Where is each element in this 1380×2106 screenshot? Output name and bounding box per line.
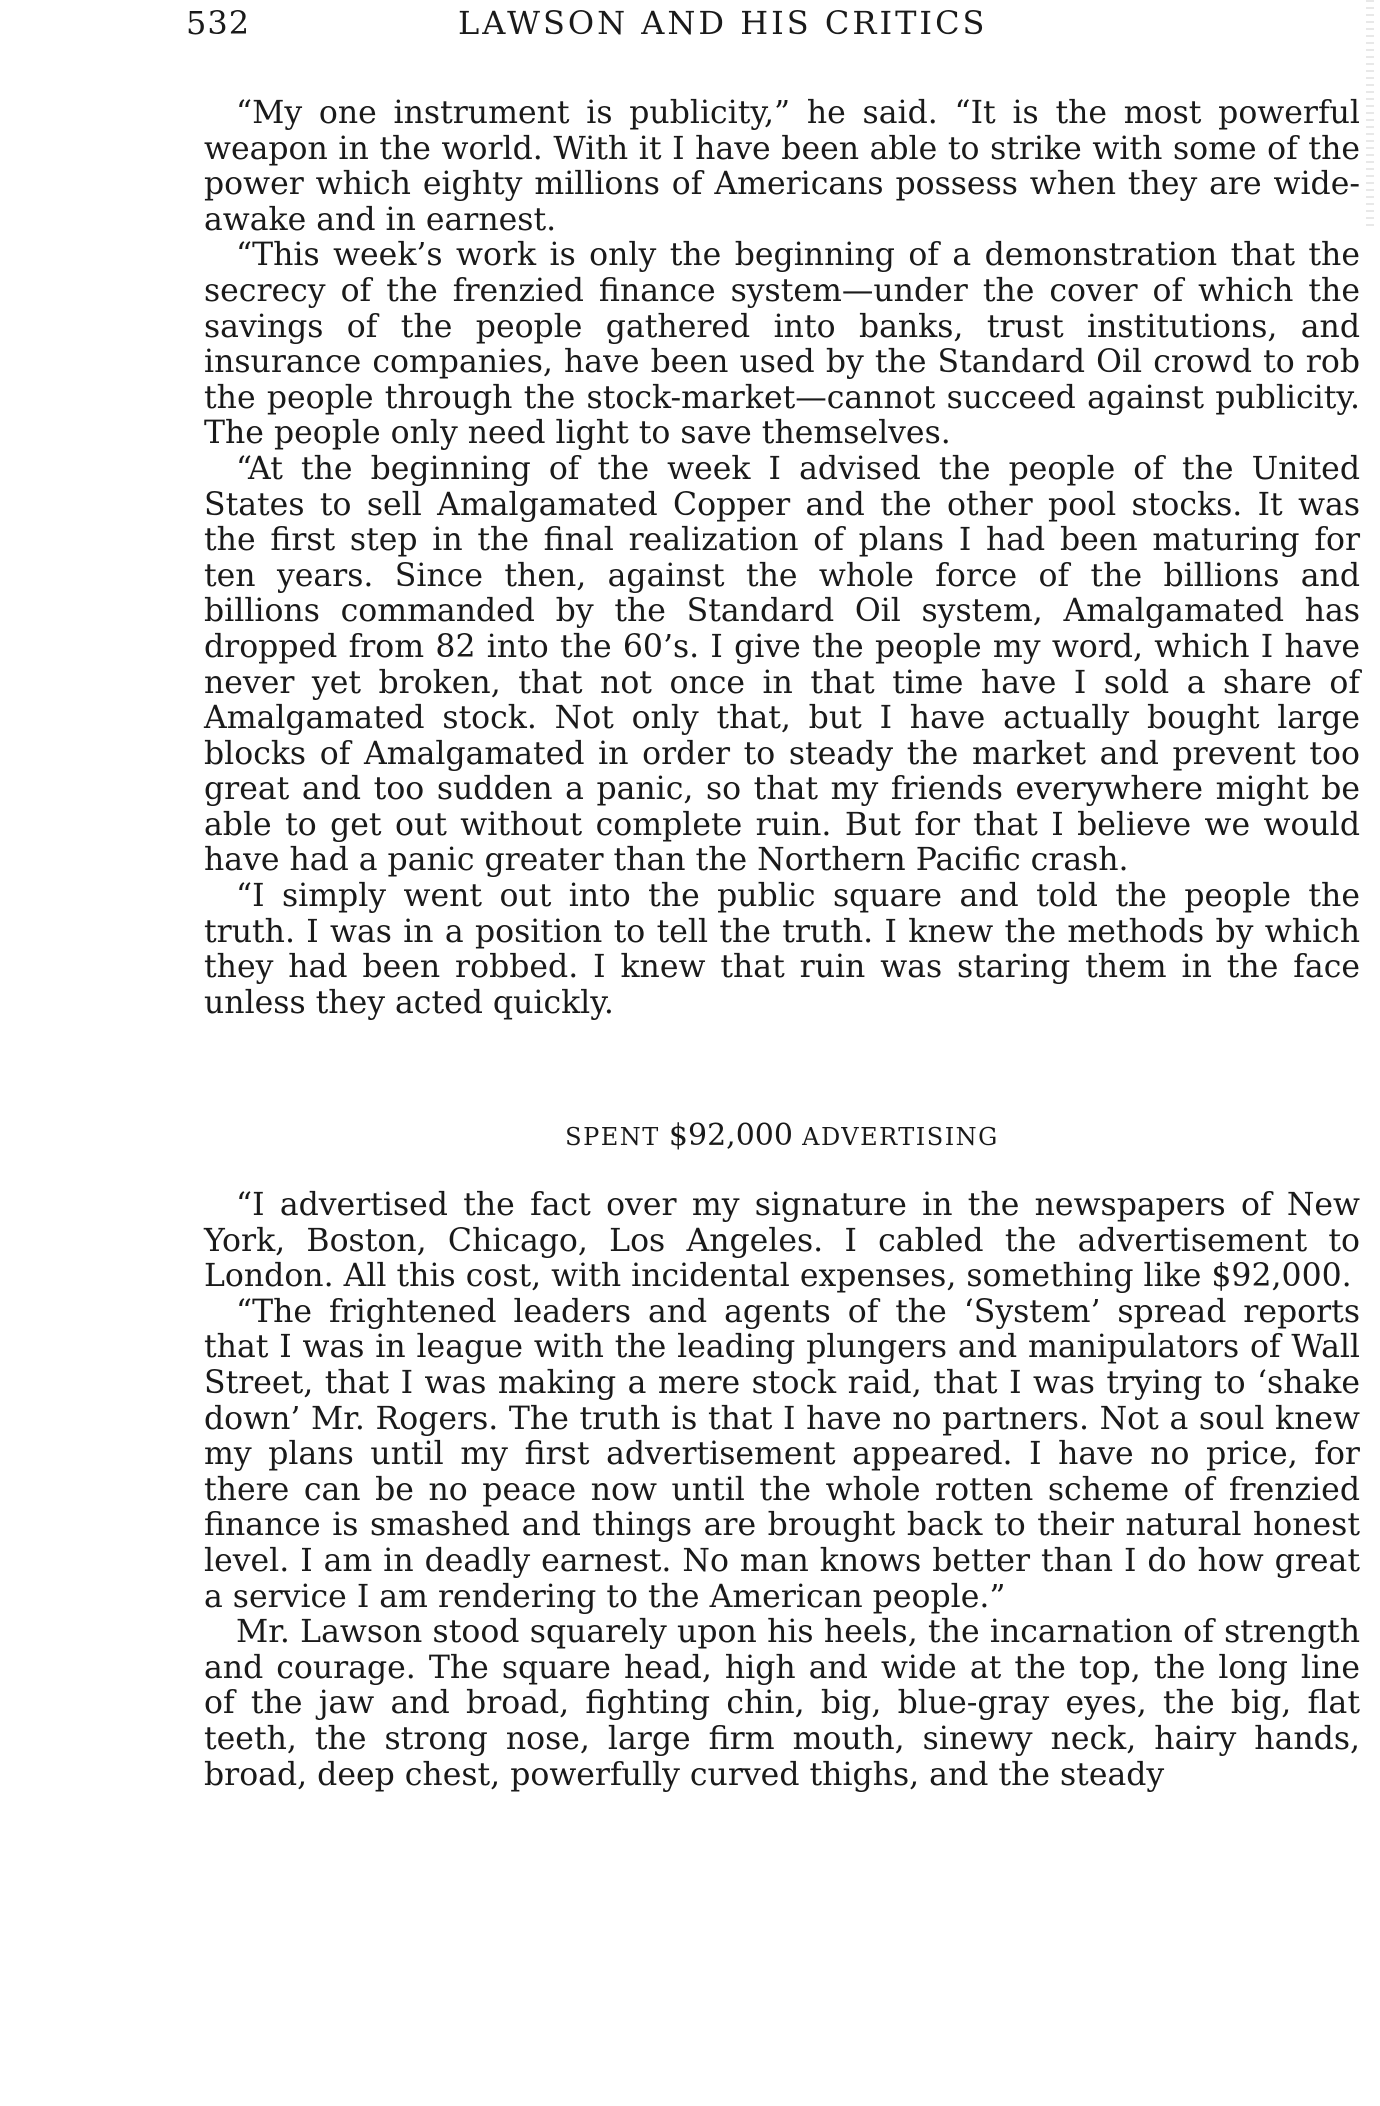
scan-edge-mark <box>1366 0 1374 230</box>
section-heading <box>204 1118 1360 1153</box>
paragraph: “My one instrument is publicity,” he said. “It is the most powerful weapon in the world. With it I have been able to strike with some of the power which eighty millions of Americans possess when they are wide-awake and in earnest. <box>204 95 1360 238</box>
paragraph: Mr. Lawson stood squarely upon his heels, the incarnation of strength and courage. The square head, high and wide at the top, the long line of the jaw and broad, fighting chin, big, blue-gray eyes, the big, flat teeth, the strong nose, large firm mouth, sinewy neck, hairy hands, broad, deep chest, powerfully curved thighs, and the steady <box>204 1614 1360 1793</box>
body-text-section-2 <box>204 1188 1360 1793</box>
section-heading-prefix: SPENT <box>565 1123 660 1151</box>
page-number: 532 <box>186 4 251 42</box>
page-header <box>186 4 1366 44</box>
paragraph: “I advertised the fact over my signature in the newspapers of New York, Boston, Chicago, Los Angeles. I cabled the advertisement to London. All this cost, with incidental expenses, something like $92,000. <box>204 1187 1360 1295</box>
paragraph: “The frightened leaders and agents of the ‘System’ spread reports that I was in league with the leading plungers and manipulators of Wall Street, that I was making a mere stock raid, that I was trying to ‘shake down’ Mr. Rogers. The truth is that I have no partners. Not a soul knew my plans until my first advertisement appeared. I have no price, for there can be no peace now until the whole rotten scheme of frenzied finance is smashed and things are brought back to their natural honest level. I am in deadly earnest. No man knows better than I do how great a service I am rendering to the American people.” <box>204 1293 1360 1615</box>
section-heading-amount: $92,000 <box>668 1118 793 1153</box>
paragraph: “At the beginning of the week I advised the people of the United States to sell Amalgamated Copper and the other pool stocks. It was the first step in the final realization of plans I had been maturing for ten years. Since then, against the whole force of the billions and billions commanded by the Standard Oil system, Amalgamated has dropped from 82 into the 60’s. I give the people my word, which I have never yet broken, that not once in that time have I sold a share of Amalgamated stock. Not only that, but I have actually bought large blocks of Amalgamated in order to steady the market and prevent too great and too sudden a panic, so that my friends everywhere might be able to get out without complete ruin. But for that I believe we would have had a panic greater than the Northern Pacific crash. <box>204 450 1360 879</box>
running-head: LAWSON AND HIS CRITICS <box>458 4 988 42</box>
section-heading-suffix: ADVERTISING <box>802 1123 999 1151</box>
body-text-section-1 <box>204 96 1360 1021</box>
paragraph: “I simply went out into the public square and told the people the truth. I was in a position to tell the truth. I knew the methods by which they had been robbed. I knew that ruin was staring them in the face unless they acted quickly. <box>204 878 1360 1021</box>
paragraph: “This week’s work is only the beginning of a demonstration that the secrecy of the frenzied finance system—under the cover of which the savings of the people gathered into banks, trust institutions, and insurance companies, have been used by the Standard Oil crowd to rob the people through the stock-market—cannot succeed against publicity. The people only need light to save themselves. <box>204 237 1360 452</box>
